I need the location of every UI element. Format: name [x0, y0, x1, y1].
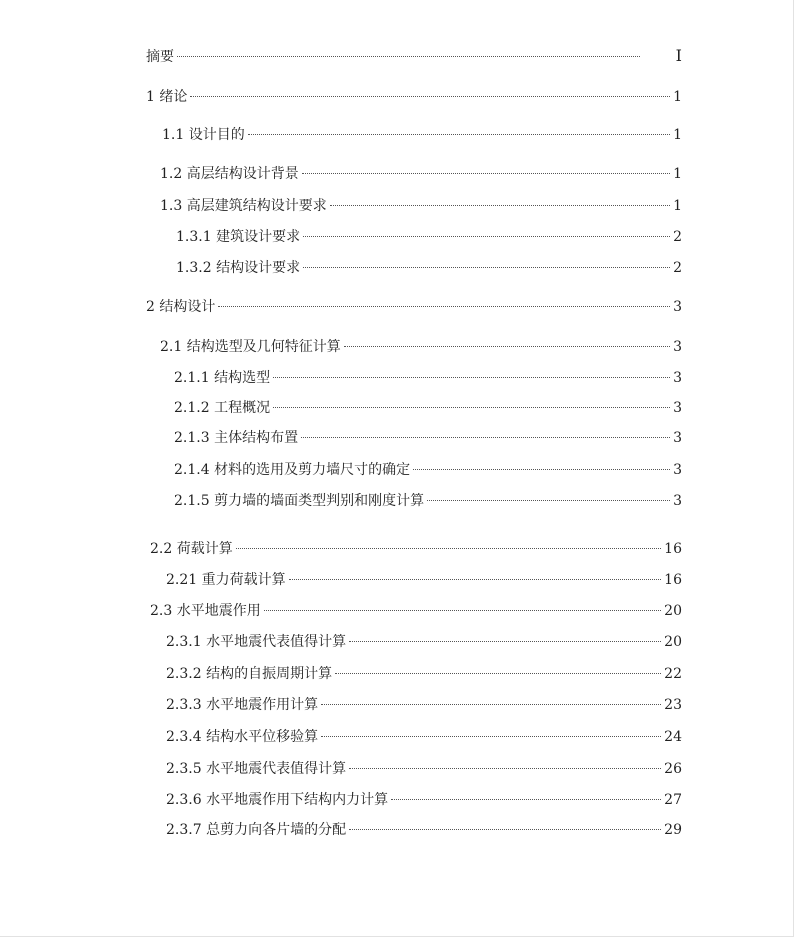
toc-page-number: 29: [664, 822, 682, 838]
toc-page-number: 1: [673, 166, 682, 182]
toc-dot-leader: [301, 437, 670, 438]
toc-page-number: 16: [664, 541, 682, 557]
toc-page-number: 3: [673, 339, 682, 355]
toc-page-number: 20: [664, 603, 682, 619]
toc-page-number: 3: [673, 370, 682, 386]
toc-entry-2-3-3[interactable]: [166, 695, 682, 715]
toc-entry-2-3-4[interactable]: [166, 727, 682, 747]
toc-dot-leader: [321, 736, 661, 737]
toc-entry-1-3-1[interactable]: [176, 227, 682, 247]
toc-dot-leader: [303, 267, 670, 268]
toc-dot-leader: [413, 469, 670, 470]
toc-label: 2.3.7 总剪力向各片墙的分配: [166, 822, 347, 838]
toc-label: 2 结构设计: [146, 299, 216, 315]
toc-label: 2.3.1 水平地震代表值得计算: [166, 634, 347, 650]
toc-label: 2.1.3 主体结构布置: [174, 430, 299, 446]
toc-label: 2.1.2 工程概况: [174, 400, 271, 416]
toc-dot-leader: [391, 799, 661, 800]
toc-dot-leader: [349, 829, 661, 830]
toc-page-number: 3: [673, 430, 682, 446]
toc-entry-2-2[interactable]: [150, 539, 682, 559]
toc-dot-leader: [289, 579, 662, 580]
toc-page-number: 20: [664, 634, 682, 650]
toc-dot-leader: [218, 306, 670, 307]
toc-page-number: 24: [664, 729, 682, 745]
toc-page-number: 2: [673, 229, 682, 245]
toc-entry-2-3-6[interactable]: [166, 790, 682, 810]
toc-label: 2.1 结构选型及几何特征计算: [160, 339, 341, 355]
toc-label: 2.1.1 结构选型: [174, 370, 271, 386]
toc-entry-2[interactable]: [146, 297, 682, 317]
toc-page-number: 23: [664, 697, 682, 713]
toc-entry-1-1[interactable]: [162, 125, 682, 145]
toc-dot-leader: [303, 236, 670, 237]
toc-page-number: 2: [673, 260, 682, 276]
toc-label: 摘要: [146, 49, 174, 65]
toc-page-number: 22: [664, 666, 682, 682]
toc-entry-2-21[interactable]: [166, 570, 682, 590]
toc-dot-leader: [273, 377, 670, 378]
toc-dot-leader: [321, 704, 661, 705]
toc-entry-2-3-5[interactable]: [166, 759, 682, 779]
toc-dot-leader: [349, 768, 661, 769]
toc-label: 1.1 设计目的: [162, 127, 245, 143]
toc-dot-leader: [427, 500, 670, 501]
toc-page-number: Ⅰ: [675, 46, 682, 65]
toc-label: 1.2 高层结构设计背景: [160, 166, 299, 182]
toc-label: 2.2 荷载计算: [150, 541, 233, 557]
toc-dot-leader: [335, 673, 661, 674]
toc-label: 2.3.3 水平地震作用计算: [166, 697, 319, 713]
toc-page-number: 3: [673, 299, 682, 315]
toc-page-number: 26: [664, 761, 682, 777]
toc-label: 1.3.1 建筑设计要求: [176, 229, 301, 245]
toc-label: 2.1.5 剪力墙的墙面类型判别和刚度计算: [174, 493, 425, 509]
toc-label: 1.3.2 结构设计要求: [176, 260, 301, 276]
toc-page-number: 1: [673, 198, 682, 214]
toc-dot-leader: [302, 173, 670, 174]
toc-label: 2.3.5 水平地震代表值得计算: [166, 761, 347, 777]
toc-entry-1[interactable]: [146, 87, 682, 107]
toc-label: 2.3 水平地震作用: [150, 603, 261, 619]
toc-page-number: 1: [673, 89, 682, 105]
toc-entry-2-1-1[interactable]: [174, 368, 682, 388]
toc-dot-leader: [344, 346, 670, 347]
toc-entry-2-1-2[interactable]: [174, 398, 682, 418]
toc-entry-2-3-1[interactable]: [166, 632, 682, 652]
toc-entry-2-3-2[interactable]: [166, 664, 682, 684]
toc-dot-leader: [349, 641, 661, 642]
toc-page-number: 3: [673, 493, 682, 509]
toc-entry-abstract[interactable]: [146, 46, 682, 66]
toc-label: 2.21 重力荷载计算: [166, 572, 286, 588]
toc-dot-leader: [236, 548, 661, 549]
toc-page-number: 27: [664, 792, 682, 808]
toc-dot-leader: [248, 134, 670, 135]
toc-entry-1-2[interactable]: [160, 164, 682, 184]
toc-label: 2.3.2 结构的自振周期计算: [166, 666, 333, 682]
toc-label: 2.3.4 结构水平位移验算: [166, 729, 319, 745]
toc-dot-leader: [330, 205, 670, 206]
toc-entry-2-1-5[interactable]: [174, 491, 682, 511]
toc-label: 2.3.6 水平地震作用下结构内力计算: [166, 792, 389, 808]
toc-dot-leader: [190, 96, 670, 97]
toc-entry-2-3[interactable]: [150, 601, 682, 621]
toc-entry-1-3-2[interactable]: [176, 258, 682, 278]
toc-page-number: 3: [673, 462, 682, 478]
toc-dot-leader: [273, 407, 670, 408]
toc-label: 1.3 高层建筑结构设计要求: [160, 198, 327, 214]
toc-page-number: 16: [664, 572, 682, 588]
toc-dot-leader: [264, 610, 661, 611]
toc-label: 1 绪论: [146, 89, 188, 105]
toc-entry-2-1-3[interactable]: [174, 428, 682, 448]
toc-page-number: 3: [673, 400, 682, 416]
toc-entry-2-1-4[interactable]: [174, 460, 682, 480]
toc-label: 2.1.4 材料的选用及剪力墙尺寸的确定: [174, 462, 411, 478]
toc-dot-leader: [177, 56, 640, 57]
toc-entry-2-1[interactable]: [160, 337, 682, 357]
toc-entry-2-3-7[interactable]: [166, 820, 682, 840]
toc-entry-1-3[interactable]: [160, 196, 682, 216]
toc-page-number: 1: [673, 127, 682, 143]
